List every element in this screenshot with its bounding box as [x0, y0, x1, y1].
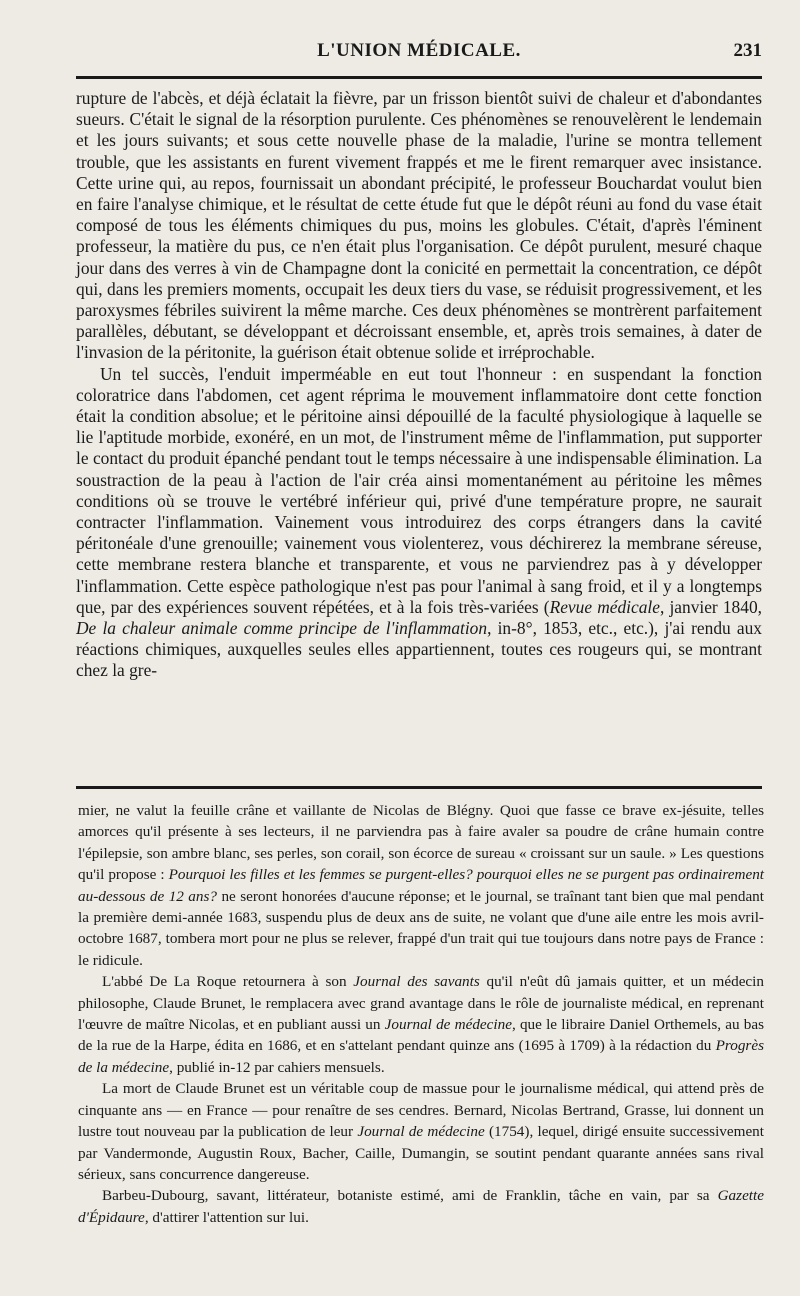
footnote-paragraph-3: La mort de Claude Brunet est un véritable coup de massue pour le journalisme médical, qui attend près de cinquante ans — en France — pour renaître de ses cendres. Bernard, Nicolas Bertrand, Grasse, lui donnent un lustre tout nouveau par la publication de leur Journal de médecine (1754), lequel, dirigé ensuite successivement par Vandermonde, Augustin Roux, Bacher, Caille, Dumangin, se soutint pendant quarante années sans rival sérieux, sans concurrence dangereuse.: [78, 1080, 764, 1183]
footnote-paragraph-1: mier, ne valut la feuille crâne et vaillante de Nicolas de Blégny. Quoi que fasse ce brave ex-jésuite, telles amorces qu'il présente à ses lecteurs, il ne parviendra pas à faire avaler sa poudre de crâne humain contre l'épilepsie, son ambre blanc, ses perles, son corail, son écorce de sureau « croissant sur un saule. » Les questions qu'il propose : Pourquoi les filles et les femmes se purgent-elles? pourquoi elles ne se purgent pas ordinairement au-dessous de 12 ans? ne seront honorées d'aucune réponse; et le journal, se traînant tant bien que mal pendant la première demi-année 1683, suspendu plus de deux ans de suite, ne volant que d'une aile entre les mois avril-octobre 1687, tombera mort pour ne plus se relever, frappé d'un trait qui tue toujours dans notre pays de France : le ridicule.: [78, 802, 765, 969]
main-paragraph-1: rupture de l'abcès, et déjà éclatait la fièvre, par un frisson bientôt suivi de chaleur et d'abondantes sueurs. C'était le signal de la résorption purulente. Ces phénomènes se renouvelèrent le lendemain et les jours suivants; et sous cette nouvelle phase de la maladie, l'urine se montra tellement trouble, que les assistants en furent vivement frappés et me le firent remarquer avec insistance. Cette urine qui, au repos, fournissait un abondant précipité, le professeur Bouchardat voulut bien en faire l'analyse chimique, et le résultat de cette étude fut que le dépôt réuni au fond du vase était composé de tous les éléments chimiques du pus, moins les globules. C'était, d'après l'éminent professeur, la matière du pus, ce n'en était plus l'organisation. Ce dépôt purulent, mesuré chaque jour dans des verres à vin de Champagne dont la conicité en permettait la concentration, ce dépôt qui, dans les premiers moments, occupait les deux tiers du vase, se réduisit progressivement, et les paroxysmes fébriles suivirent la même marche. Ces deux phénomènes se montrèrent parfaitement parallèles, débutant, se développant et décroissant ensemble, et, après trois semaines, à dater de l'invasion de la péritonite, la guérison était obtenue solide et irréprochable.: [76, 88, 762, 363]
journal-title: L'UNION MÉDICALE.: [317, 40, 521, 61]
header-rule: [76, 76, 762, 79]
footnote-rule: [76, 786, 762, 789]
citation-chaleur-animale: De la chaleur animale comme principe de l'inflammation: [76, 618, 488, 639]
main-paragraph-2: Un tel succès, l'enduit imperméable en eut tout l'honneur : en suspendant la fonction coloratrice dans l'abdomen, cet agent réprima le mouvement inflammatoire dont cette fonction était la condition absolue; et le péritoine ainsi dépouillé de la faculté physiologique à laquelle se lie l'aptitude morbide, exonéré, en un mot, de l'instrument même de l'inflammation, put supporter le contact du produit épanché pendant tout le temps nécessaire à une indispensable élimination. La soustraction de la peau à l'action de l'air créa ainsi momentanément au péritoine les mêmes conditions où se trouve le vertébré inférieur qui, privé d'une température propre, ne saurait contracter l'inflammation. Vainement vous introduirez des corps étrangers dans la cavité péritonéale d'une grenouille; vainement vous violenterez, vous déchirerez la membrane séreuse, cette membrane restera blanche et transparente, et vous ne parviendrez pas à y développer l'inflammation. Cette espèce pathologique n'est pas pour l'animal à sang froid, et il y a longtemps que, par des expériences souvent répétées, et à la fois très-variées (Revue médicale, janvier 1840, De la chaleur animale comme principe de l'inflammation, in-8°, 1853, etc., etc.), j'ai rendu aux réactions chimiques, auxquelles seules elles appartiennent, toutes ces rougeurs qui, se montrant chez la gre-: [76, 363, 763, 681]
main-text: [76, 88, 762, 682]
footnote-paragraph-4: Barbeu-Dubourg, savant, littérateur, botaniste estimé, ami de Franklin, tâche en vain, par sa Gazette d'Épidaure, d'attirer l'attention sur lui.: [78, 1187, 764, 1226]
running-header: [76, 38, 762, 78]
citation-revue-medicale: Revue médicale: [549, 596, 660, 617]
footnote-paragraph-2: L'abbé De La Roque retournera à son Journal des savants qu'il n'eût dû jamais quitter, et un médecin philosophe, Claude Brunet, le remplacera avec grand avantage dans le rôle de journaliste médical, en reprenant l'œuvre de maître Nicolas, et en publiant aussi un Journal de médecine, que le libraire Daniel Orthemels, au bas de la rue de la Harpe, édita en 1686, et en s'attelant pendant quinze ans (1695 à 1709) à la rédaction du Progrès de la médecine, publié in-12 par cahiers mensuels.: [78, 973, 765, 1076]
footnotes: [78, 800, 764, 1228]
page-number: 231: [733, 40, 762, 61]
